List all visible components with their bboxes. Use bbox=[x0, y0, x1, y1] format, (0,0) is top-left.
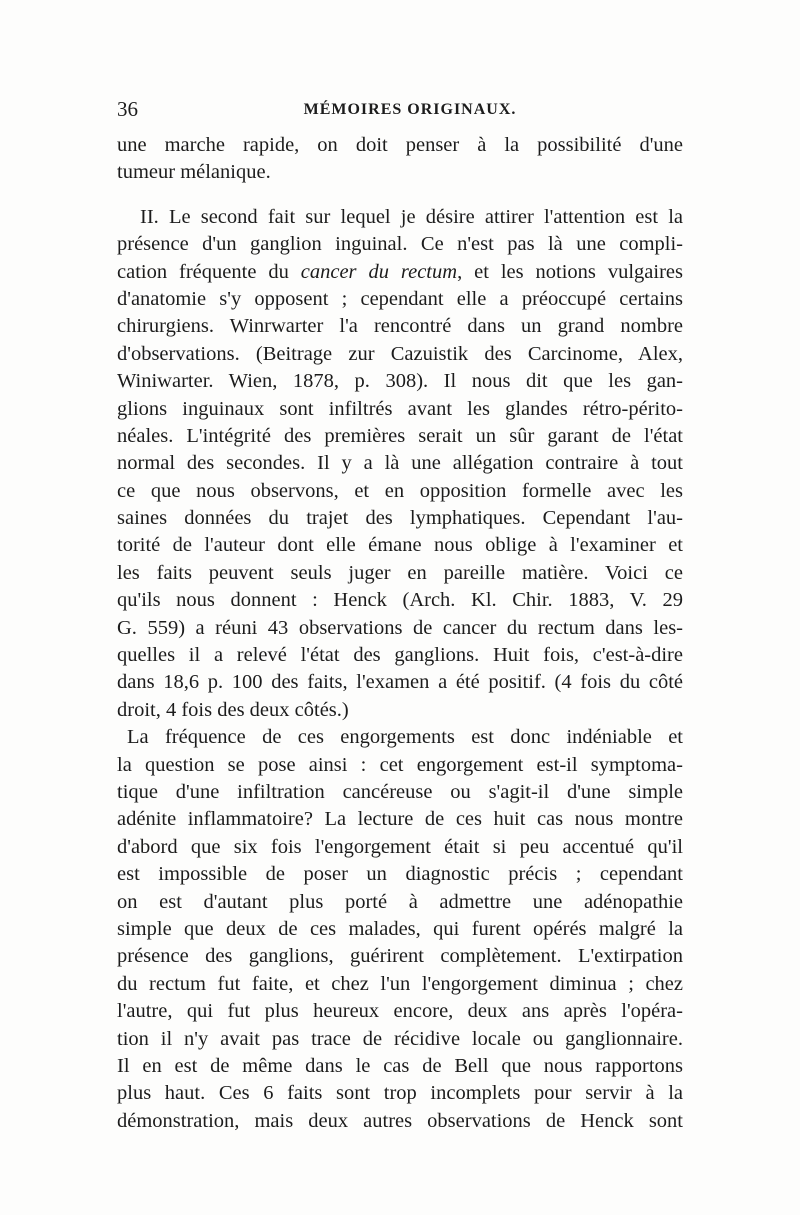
text-line: quelles il a relevé l'état des ganglions. Huit fois, c'est-à-dire bbox=[117, 644, 683, 667]
text-line: présence des ganglions, guérirent complètement. L'extirpation bbox=[117, 945, 683, 968]
text-line: démonstration, mais deux autres observations de Henck sont bbox=[117, 1109, 683, 1132]
text-fragment: , et les notions vulgaires bbox=[457, 260, 683, 283]
text-line: adénite inflammatoire? La lecture de ces huit cas nous montre bbox=[117, 808, 683, 831]
text-line: droit, 4 fois des deux côtés.) bbox=[117, 698, 349, 721]
text-line: tique d'une infiltration cancéreuse ou s'agit-il d'une simple bbox=[117, 780, 683, 803]
text-line: simple que deux de ces malades, qui furent opérés malgré la bbox=[117, 917, 683, 940]
text-fragment: cation fréquente du bbox=[117, 260, 301, 283]
text-line: torité de l'auteur dont elle émane nous oblige à l'examiner et bbox=[117, 534, 683, 557]
text-line: II. Le second fait sur lequel je désire attirer l'attention est la bbox=[140, 205, 683, 228]
text-line bbox=[117, 259, 683, 286]
text-line: l'autre, qui fut plus heureux encore, deux ans après l'opéra- bbox=[117, 1000, 683, 1023]
text-line: Winiwarter. Wien, 1878, p. 308). Il nous dit que les gan- bbox=[117, 370, 683, 393]
text-line: plus haut. Ces 6 faits sont trop incomplets pour servir à la bbox=[117, 1082, 683, 1105]
text-line: d'abord que six fois l'engorgement était si peu accentué qu'il bbox=[117, 835, 683, 858]
text-line: les faits peuvent seuls juger en pareille matière. Voici ce bbox=[117, 561, 683, 584]
page-number: 36 bbox=[117, 97, 138, 121]
text-line: présence d'un ganglion inguinal. Ce n'est pas là une compli- bbox=[117, 233, 683, 256]
page-header bbox=[117, 96, 683, 126]
text-line: G. 559) a réuni 43 observations de cancer du rectum dans les- bbox=[117, 616, 683, 639]
text-line: est impossible de poser un diagnostic précis ; cependant bbox=[117, 863, 683, 886]
text-line: on est d'autant plus porté à admettre une adénopathie bbox=[117, 890, 683, 913]
text-line: glions inguinaux sont infiltrés avant les glandes rétro-périto- bbox=[117, 397, 683, 420]
text-line: tion il n'y avait pas trace de récidive locale ou ganglionnaire. bbox=[117, 1027, 683, 1050]
text-line: dans 18,6 p. 100 des faits, l'examen a été positif. (4 fois du côté bbox=[117, 671, 683, 694]
body-text bbox=[117, 132, 683, 1135]
text-line: La fréquence de ces engorgements est donc indéniable et bbox=[127, 726, 683, 749]
text-line: normal des secondes. Il y a là une allégation contraire à tout bbox=[117, 452, 683, 475]
text-line: tumeur mélanique. bbox=[117, 161, 271, 184]
text-line: saines données du trajet des lymphatiques. Cependant l'au- bbox=[117, 507, 683, 530]
text-line: du rectum fut faite, et chez l'un l'engorgement diminua ; chez bbox=[117, 972, 683, 995]
text-line: d'anatomie s'y opposent ; cependant elle a préoccupé certains bbox=[117, 287, 683, 310]
text-line: chirurgiens. Winrwarter l'a rencontré dans un grand nombre bbox=[117, 315, 683, 338]
text-line: néales. L'intégrité des premières serait un sûr garant de l'état bbox=[117, 424, 683, 447]
text-line: d'observations. (Beitrage zur Cazuistik des Carcinome, Alex, bbox=[117, 342, 683, 365]
text-line: la question se pose ainsi : cet engorgement est-il symptoma- bbox=[117, 753, 683, 776]
running-head: MÉMOIRES ORIGINAUX. bbox=[303, 101, 517, 118]
text-line: qu'ils nous donnent : Henck (Arch. Kl. Chir. 1883, V. 29 bbox=[117, 589, 683, 612]
text-line: Il en est de même dans le cas de Bell que nous rapportons bbox=[117, 1054, 683, 1077]
text-line: une marche rapide, on doit penser à la possibilité d'une bbox=[117, 134, 683, 156]
italic-term: cancer du rectum bbox=[300, 260, 458, 283]
text-line: ce que nous observons, et en opposition formelle avec les bbox=[117, 479, 683, 502]
